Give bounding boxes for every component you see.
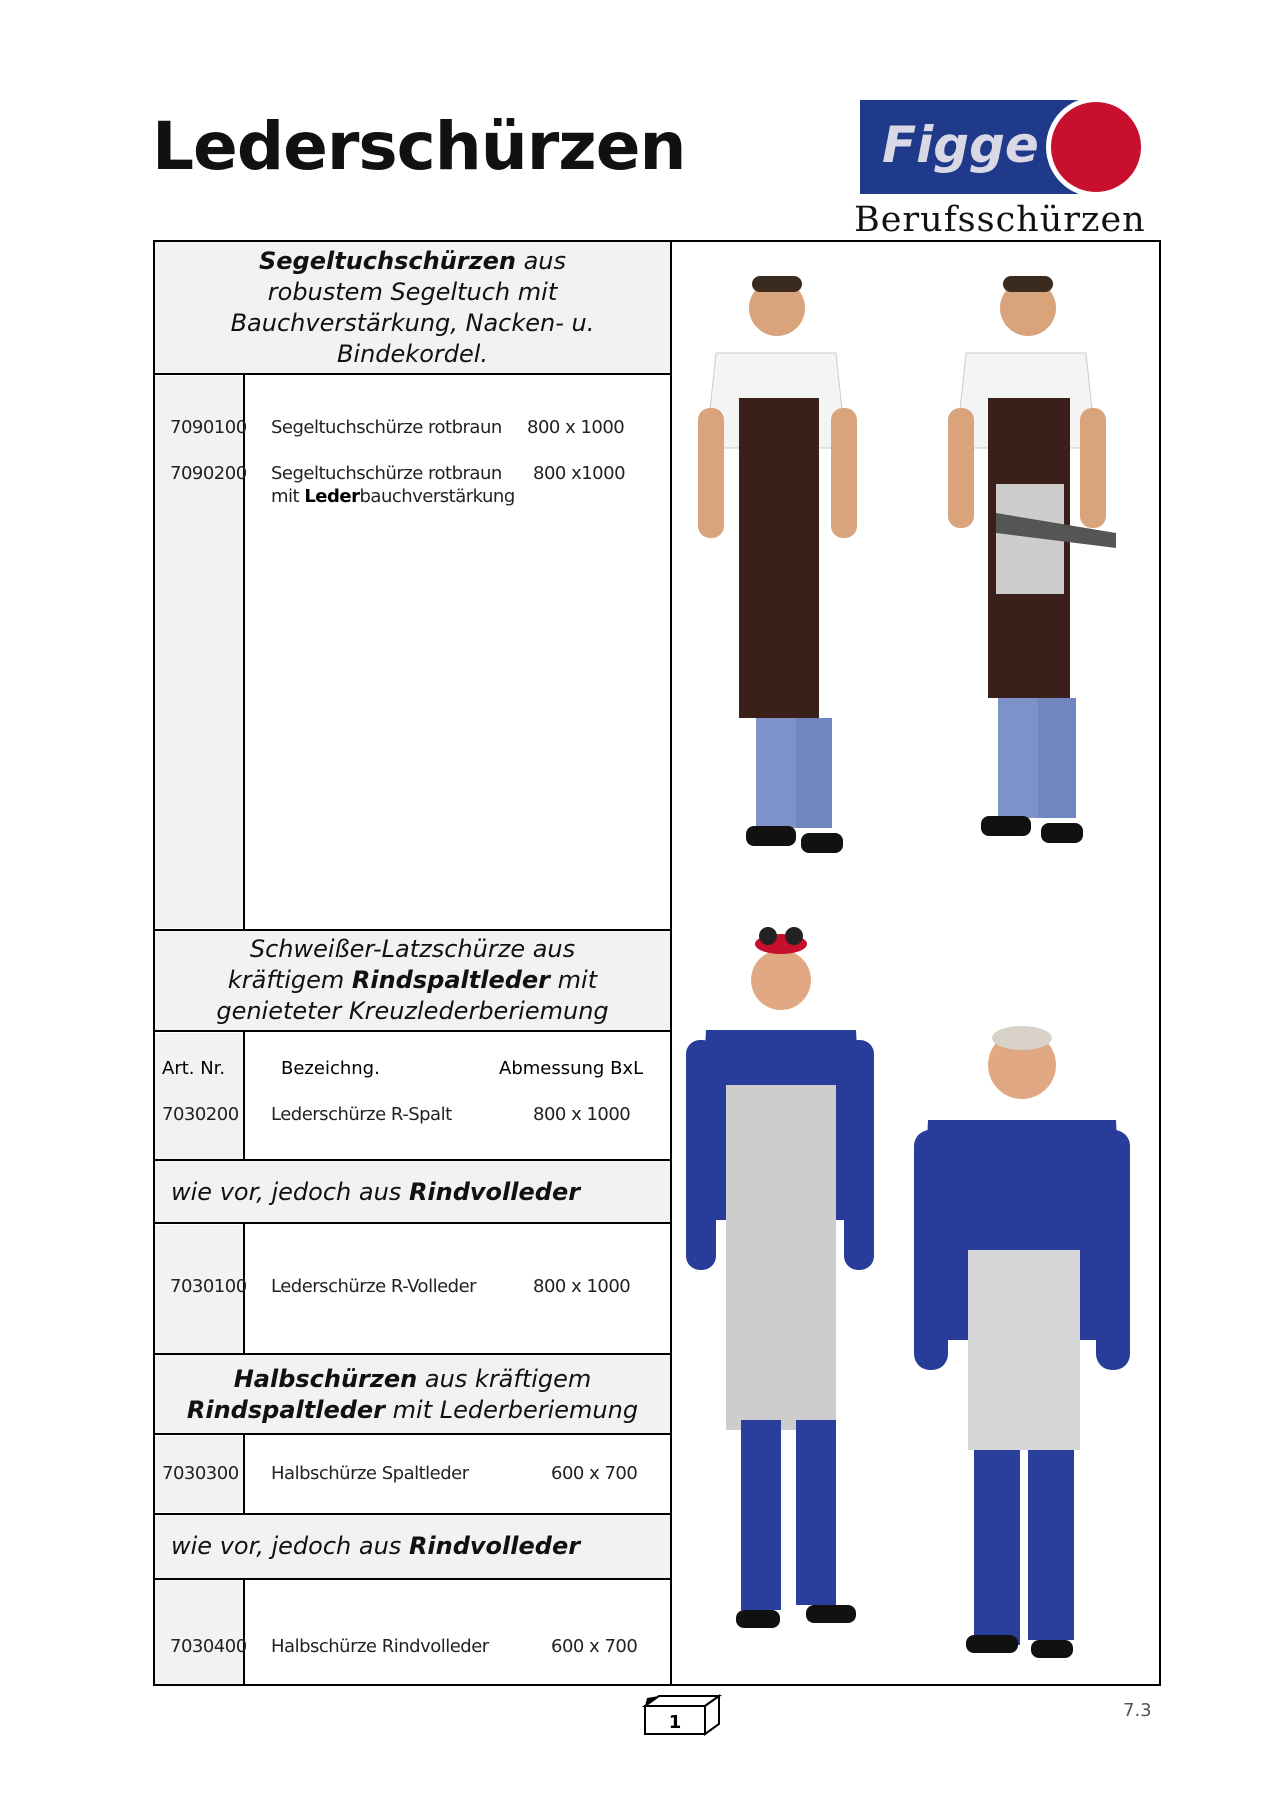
column-header-code: Art. Nr.: [162, 1058, 226, 1079]
section-heading-schweisser: Schweißer-Latzschürze aus kräftigem Rindspaltleder mit genieteter Kreuzlederberiemung: [155, 930, 670, 1031]
row-divider: [153, 1159, 672, 1161]
article-number: 7090100: [170, 417, 247, 438]
row-divider: [153, 1222, 672, 1224]
article-number: 7030200: [162, 1104, 239, 1125]
box-number: 1: [668, 1712, 682, 1733]
article-description: Segeltuchschürze rotbraun: [271, 417, 502, 438]
article-number: 7090200: [170, 463, 247, 484]
code-divider: [243, 1434, 245, 1514]
article-dimensions: 600 x 700: [551, 1463, 638, 1484]
code-column-bg: [155, 1580, 243, 1684]
row-divider: [153, 1513, 672, 1515]
row-divider: [153, 929, 672, 931]
page-number: 7.3: [1123, 1700, 1152, 1721]
article-description-line2: mit Lederbauchverstärkung: [271, 486, 515, 507]
code-column-bg: [155, 1033, 243, 1159]
article-description: Lederschürze R-Volleder: [271, 1276, 477, 1297]
row-divider: [153, 1353, 672, 1355]
article-dimensions: 600 x 700: [551, 1636, 638, 1657]
code-divider: [243, 1578, 245, 1686]
page-title: Lederschürzen: [152, 108, 686, 185]
row-divider: [153, 1578, 672, 1580]
section-heading-rindvolleder-2: wie vor, jedoch aus Rindvolleder: [155, 1514, 670, 1578]
article-number: 7030400: [170, 1636, 247, 1657]
row-divider: [153, 1030, 672, 1032]
section-heading-rindvolleder-1: wie vor, jedoch aus Rindvolleder: [155, 1161, 670, 1223]
article-description: Segeltuchschürze rotbraun: [271, 463, 502, 484]
article-dimensions: 800 x 1000: [527, 417, 625, 438]
tagline: Berufsschürzen: [854, 200, 1146, 240]
article-description: Lederschürze R-Spalt: [271, 1104, 452, 1125]
row-divider: [153, 1433, 672, 1435]
row-divider: [153, 373, 672, 375]
article-description: Halbschürze Rindvolleder: [271, 1636, 489, 1657]
code-divider: [243, 1031, 245, 1161]
photo-segeltuch-apron-models: [676, 248, 1158, 868]
photo-leather-apron-models: [676, 920, 1158, 1670]
section-heading-segeltuch: Segeltuchschürzen aus robustem Segeltuch mit Bauchverstärkung, Nacken- u. Bindekordel.: [155, 242, 670, 374]
article-dimensions: 800 x 1000: [533, 1276, 631, 1297]
box-icon: [641, 1692, 723, 1738]
figge-logo: [860, 96, 1150, 198]
article-number: 7030100: [170, 1276, 247, 1297]
section-heading-halbschuerzen: Halbschürzen aus kräftigem Rindspaltleder mit Lederberiemung: [155, 1355, 670, 1434]
code-divider: [243, 374, 245, 930]
code-column-bg: [155, 376, 243, 928]
article-description: Halbschürze Spaltleder: [271, 1463, 469, 1484]
article-dimensions: 800 x1000: [533, 463, 626, 484]
article-dimensions: 800 x 1000: [533, 1104, 631, 1125]
article-number: 7030300: [162, 1463, 239, 1484]
column-header-dim: Abmessung BxL: [499, 1058, 644, 1079]
column-divider: [670, 240, 672, 1686]
column-header-desc: Bezeichng.: [281, 1058, 380, 1079]
logo-text: Figge: [882, 116, 1039, 174]
